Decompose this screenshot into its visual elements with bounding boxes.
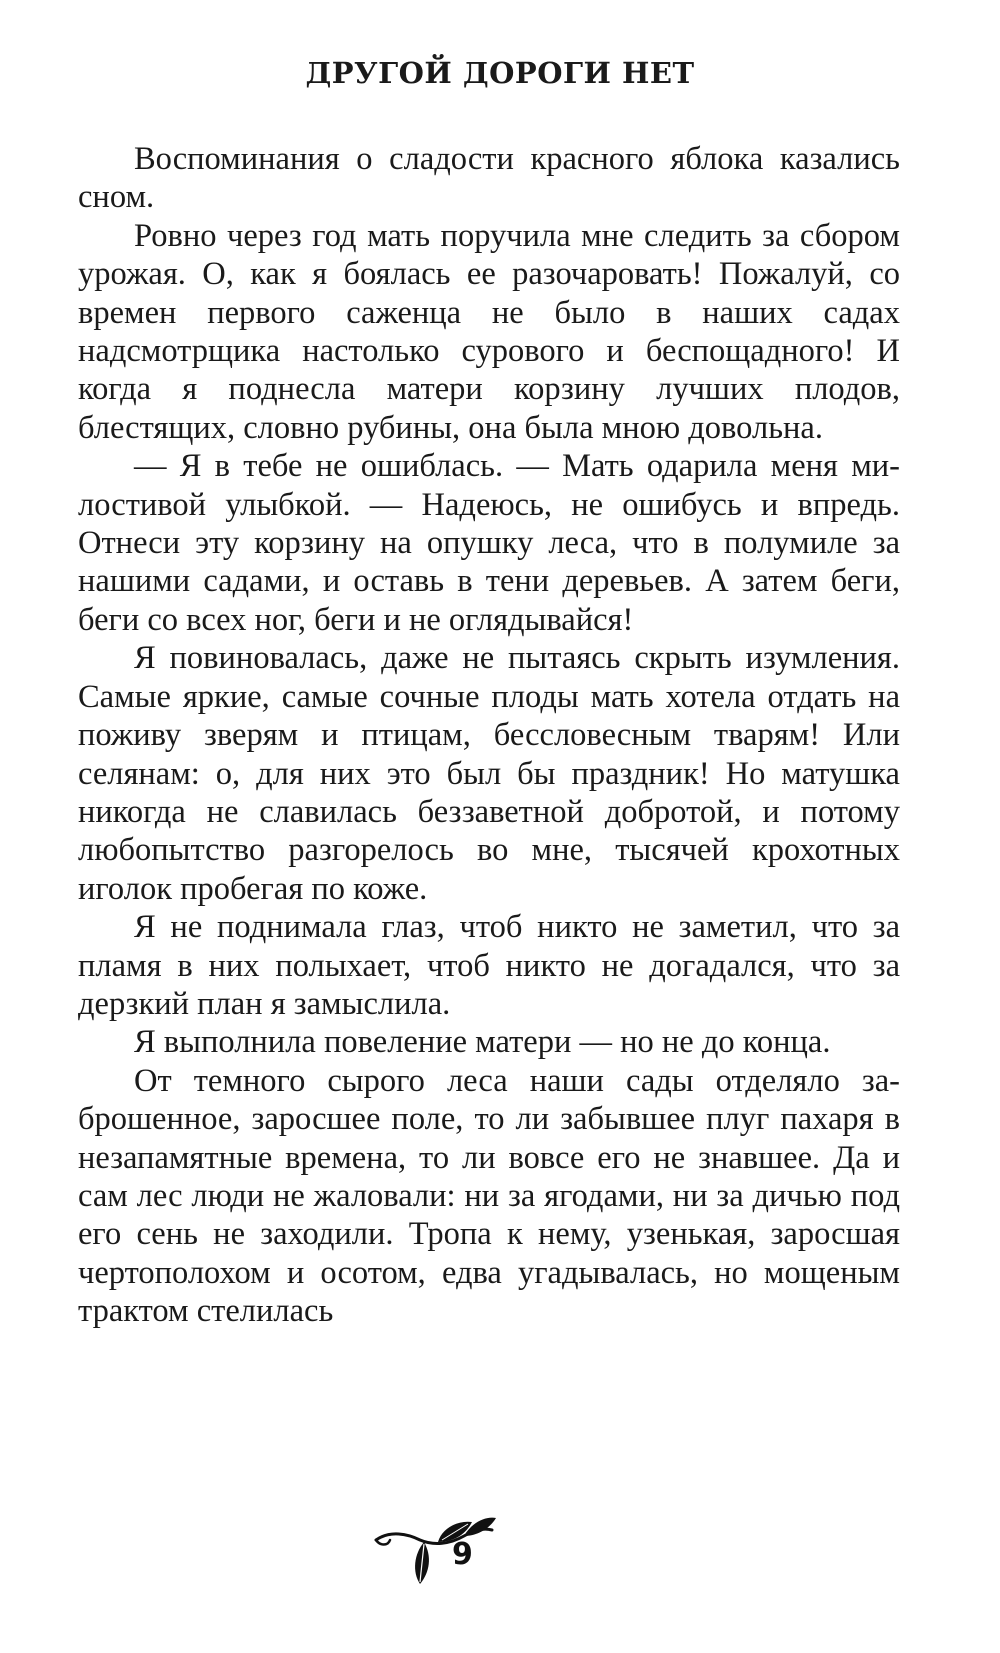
paragraph: От темного сырого леса наши сады отделяло заброшенное, заросшее поле, то ли забывшее плуг пахаря в незапамятные времена, то ли вовсе его не знавшее. Да и сам лес люди не жаловали: ни за ягодами, ни за дичью под его сень не заходили. Тропа к нему, узенькая, заросшая чертополохом и осотом, едва угадывалась, но мощеным трактом стелилась <box>78 1062 900 1330</box>
paragraph: — Я в тебе не ошиблась. — Мать одарила меня милостивой улыбкой. — Надеюсь, не ошибусь и впредь. Отнеси эту корзину на опушку леса, что в полумиле за нашими садами, и оставь в тени деревьев. А затем беги, беги со всех ног, беги и не оглядывайся! <box>78 448 900 638</box>
paragraph: Я выполнила повеление матери — но не до конца. <box>134 1024 831 1061</box>
paragraph: Ровно через год мать поручила мне следить за сбором урожая. О, как я боялась ее разочаровать! Пожалуй, со времен первого саженца не было в наших садах надсмотрщика настолько сурового и беспощадного! И когда я поднесла матери корзину лучших плодов, блестящих, словно рубины, она была мною довольна. <box>78 217 900 446</box>
page-number: 9 <box>452 1537 473 1572</box>
paragraph: Я не поднимала глаз, чтоб никто не заметил, что за пламя в них полыхает, чтоб никто не догадался, что за дерзкий план я замыслила. <box>78 909 900 1022</box>
paragraph: Я повиновалась, даже не пытаясь скрыть изумления. Самые яркие, самые сочные плоды мать хотела отдать на поживу зверям и птицам, бессловесным тварям! Или селянам: о, для них это был бы праздник! Но матушка никогда не славилась беззаветной добротой, и потому любопытство разгорелось во мне, тысячей крохотных иголок пробегая по коже. <box>78 640 900 907</box>
body-text <box>78 140 900 1331</box>
paragraph: Воспоминания о сладости красного яблока казались сном. <box>78 141 900 216</box>
running-title: ДРУГОЙ ДОРОГИ НЕТ <box>305 56 695 90</box>
page-footer <box>0 1506 1000 1596</box>
